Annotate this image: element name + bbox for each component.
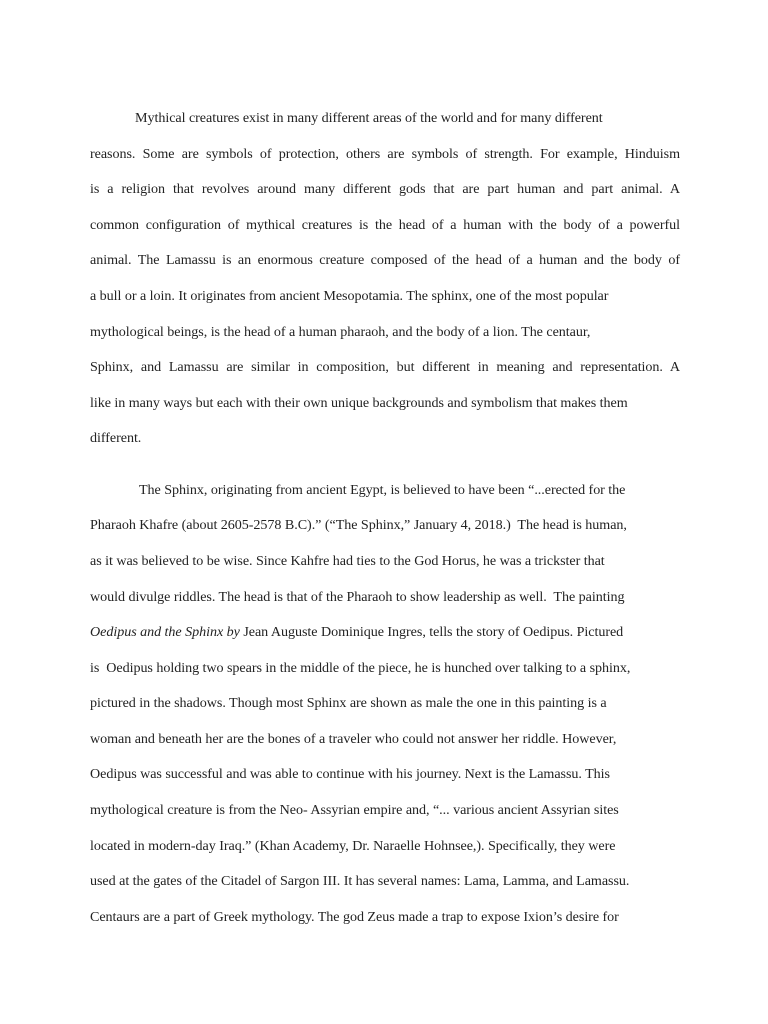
text-segment: is a religion that revolves around many different gods that are part human and part animal. A	[90, 181, 680, 197]
text-line	[139, 481, 680, 499]
text-line	[90, 287, 680, 305]
text-line	[90, 429, 680, 447]
text-line	[90, 552, 680, 570]
text-segment: mythological beings, is the head of a human pharaoh, and the body of a lion. The centaur,	[90, 324, 591, 340]
text-segment: Oedipus was successful and was able to continue with his journey. Next is the Lamassu. This	[90, 766, 610, 782]
text-segment: used at the gates of the Citadel of Sargon III. It has several names: Lama, Lamma, and Lamassu.	[90, 873, 630, 889]
text-line	[90, 623, 680, 641]
text-segment: mythological creature is from the Neo- Assyrian empire and, “... various ancient Assyrian sites	[90, 802, 619, 818]
text-segment: The Sphinx, originating from ancient Egypt, is believed to have been “...erected for the	[139, 482, 626, 498]
text-segment: like in many ways but each with their own unique backgrounds and symbolism that makes them	[90, 395, 628, 411]
text-segment: Mythical creatures exist in many different areas of the world and for many different	[135, 110, 603, 126]
text-segment: is Oedipus holding two spears in the middle of the piece, he is hunched over talking to a sphinx,	[90, 660, 631, 676]
text-segment: pictured in the shadows. Though most Sphinx are shown as male the one in this painting is a	[90, 695, 607, 711]
text-segment: Sphinx, and Lamassu are similar in composition, but different in meaning and representation. A	[90, 359, 680, 375]
text-segment: Pharaoh Khafre (about 2605-2578 B.C).” (“The Sphinx,” January 4, 2018.) The head is human,	[90, 517, 627, 533]
text-segment: common configuration of mythical creatures is the head of a human with the body of a powerful	[90, 217, 680, 233]
text-segment: woman and beneath her are the bones of a traveler who could not answer her riddle. However,	[90, 731, 617, 747]
text-line	[90, 145, 680, 163]
text-line	[90, 730, 680, 748]
text-line	[90, 659, 680, 677]
text-segment: located in modern-day Iraq.” (Khan Academy, Dr. Naraelle Hohnsee,). Specifically, they were	[90, 838, 616, 854]
text-line	[90, 251, 680, 269]
text-segment: animal. The Lamassu is an enormous creature composed of the head of a human and the body of	[90, 252, 680, 268]
text-line	[90, 516, 680, 534]
text-segment: Jean Auguste Dominique Ingres, tells the story of Oedipus. Pictured	[239, 624, 624, 640]
text-line	[90, 694, 680, 712]
text-segment: as it was believed to be wise. Since Kahfre had ties to the God Horus, he was a trickster that	[90, 553, 605, 569]
text-line	[90, 394, 680, 412]
text-line	[90, 358, 680, 376]
text-segment: reasons. Some are symbols of protection, others are symbols of strength. For example, Hinduism	[90, 146, 680, 162]
text-line	[90, 216, 680, 234]
text-segment: different.	[90, 430, 142, 446]
text-line	[135, 109, 680, 127]
text-segment: Centaurs are a part of Greek mythology. The god Zeus made a trap to expose Ixion’s desire for	[90, 909, 619, 925]
painting-title: Oedipus and the Sphinx by	[90, 624, 240, 640]
text-segment: a bull or a loin. It originates from ancient Mesopotamia. The sphinx, one of the most popular	[90, 288, 609, 304]
text-line	[90, 837, 680, 855]
text-line	[90, 180, 680, 198]
text-line	[90, 323, 680, 341]
text-line	[90, 765, 680, 783]
text-line	[90, 908, 680, 926]
text-line	[90, 588, 680, 606]
text-segment: would divulge riddles. The head is that of the Pharaoh to show leadership as well. The painting	[90, 589, 625, 605]
text-line	[90, 801, 680, 819]
text-line	[90, 872, 680, 890]
